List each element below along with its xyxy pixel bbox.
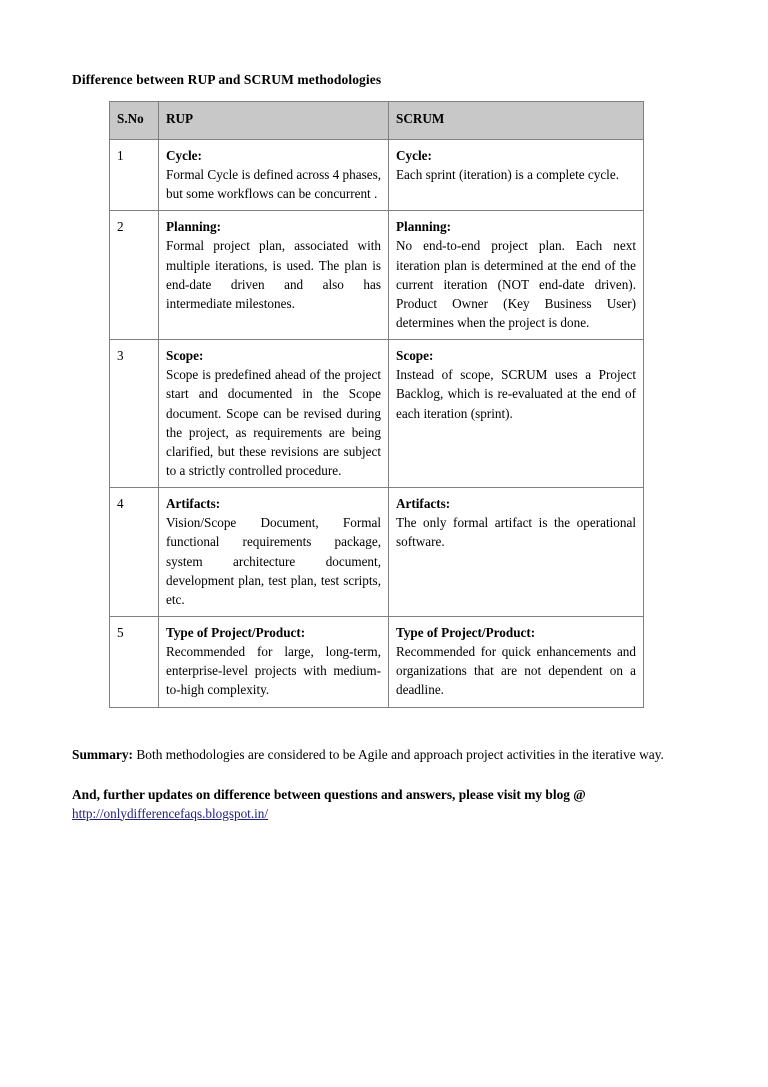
- summary-label: Summary:: [72, 746, 133, 762]
- cell-rup: [159, 616, 389, 707]
- page-title: Difference between RUP and SCRUM methodologies: [72, 72, 382, 87]
- column-header-sno: S.No: [110, 101, 159, 139]
- cell-scrum: [389, 211, 644, 340]
- cell-label: Cycle:: [166, 147, 202, 163]
- cell-scrum: [389, 139, 644, 210]
- blog-paragraph: [72, 785, 678, 824]
- cell-label: Scope:: [166, 348, 204, 364]
- cell-label: Type of Project/Product:: [396, 624, 536, 640]
- blog-link[interactable]: http://onlydifferencefaqs.blogspot.in/: [72, 805, 269, 821]
- cell-text: Recommended for large, long-term, enterprise-level projects with medium-to-high complexity.: [166, 644, 381, 698]
- footer-section: [72, 745, 684, 824]
- summary-text: Both methodologies are considered to be Agile and approach project activities in the iterative way.: [133, 746, 664, 762]
- cell-rup: [159, 211, 389, 340]
- table-row: [110, 211, 644, 340]
- row-number: 5: [110, 616, 159, 707]
- blog-text: And, further updates on difference between questions and answers, please visit my blog @: [72, 786, 586, 802]
- row-number: 1: [110, 139, 159, 210]
- comparison-table: [109, 101, 644, 708]
- column-header-scrum: SCRUM: [389, 101, 644, 139]
- table-row: [110, 340, 644, 488]
- cell-text: Scope is predefined ahead of the project start and documented in the Scope document. Scope can be revised during the project, as requirements are being clarified, but these revisions are subject to a strictly controlled procedure.: [166, 367, 381, 478]
- cell-text: Formal project plan, associated with multiple iterations, is used. The plan is end-date driven and also has intermediate milestones.: [166, 238, 381, 311]
- row-number: 3: [110, 340, 159, 488]
- cell-label: Cycle:: [396, 147, 432, 163]
- cell-text: Vision/Scope Document, Formal functional requirements package, system architecture document, development plan, test plan, test scripts, etc.: [166, 515, 381, 607]
- table-row: [110, 488, 644, 617]
- summary-paragraph: [72, 745, 678, 764]
- table-row: [110, 139, 644, 210]
- cell-rup: [159, 340, 389, 488]
- cell-text: Instead of scope, SCRUM uses a Project Backlog, which is re-evaluated at the end of each iteration (sprint).: [396, 367, 636, 421]
- cell-rup: [159, 139, 389, 210]
- cell-label: Planning:: [396, 219, 451, 235]
- cell-text: Formal Cycle is defined across 4 phases, but some workflows can be concurrent .: [166, 167, 381, 202]
- cell-text: Each sprint (iteration) is a complete cycle.: [396, 167, 619, 183]
- row-number: 2: [110, 211, 159, 340]
- row-number: 4: [110, 488, 159, 617]
- column-header-rup: RUP: [159, 101, 389, 139]
- table-row: [110, 616, 644, 707]
- cell-label: Artifacts:: [396, 496, 451, 512]
- cell-scrum: [389, 340, 644, 488]
- cell-scrum: [389, 488, 644, 617]
- cell-label: Type of Project/Product:: [166, 624, 306, 640]
- cell-text: Recommended for quick enhancements and organizations that are not dependent on a deadline.: [396, 644, 636, 698]
- table-body: [110, 139, 644, 707]
- table-header: [110, 101, 644, 139]
- cell-text: No end-to-end project plan. Each next iteration plan is determined at the end of the current iteration (NOT end-date driven). Product Owner (Key Business User) determines when the project is done.: [396, 238, 636, 330]
- table-header-row: [110, 101, 644, 139]
- cell-rup: [159, 488, 389, 617]
- cell-label: Artifacts:: [166, 496, 221, 512]
- cell-label: Planning:: [166, 219, 221, 235]
- cell-label: Scope:: [396, 348, 434, 364]
- cell-scrum: [389, 616, 644, 707]
- cell-text: The only formal artifact is the operational software.: [396, 515, 636, 550]
